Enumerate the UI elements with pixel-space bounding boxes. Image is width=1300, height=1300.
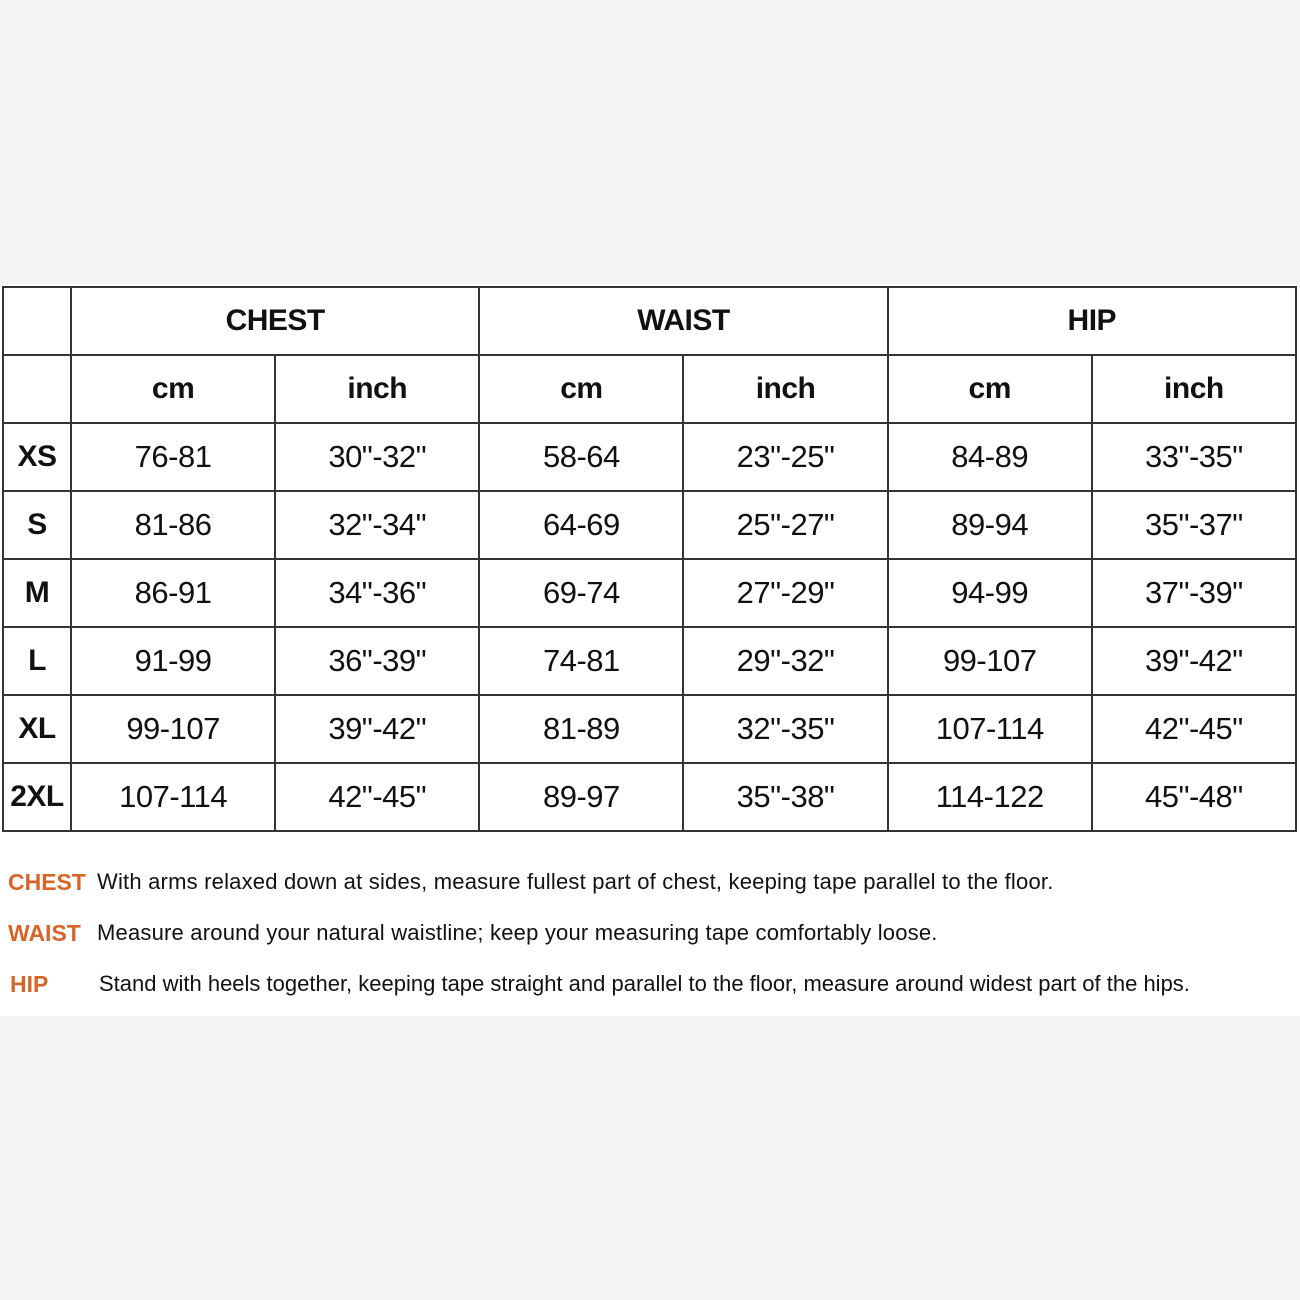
unit-header: inch	[1092, 355, 1296, 423]
measurement-cell: 107-114	[888, 695, 1092, 763]
measurement-cell: 76-81	[71, 423, 275, 491]
table-row	[3, 559, 1296, 627]
measurement-cell: 86-91	[71, 559, 275, 627]
measurement-cell: 69-74	[479, 559, 683, 627]
note-key: CHEST	[8, 869, 86, 895]
measurement-cell: 33"-35"	[1092, 423, 1296, 491]
measurement-cell: 84-89	[888, 423, 1092, 491]
measurement-cell: 74-81	[479, 627, 683, 695]
note-chest	[0, 869, 1300, 909]
measurement-cell: 64-69	[479, 491, 683, 559]
size-chart	[0, 284, 1300, 1016]
measurement-cell: 99-107	[888, 627, 1092, 695]
measurement-cell: 42"-45"	[275, 763, 479, 831]
measurement-cell: 107-114	[71, 763, 275, 831]
note-hip	[0, 971, 1300, 1011]
unit-header: inch	[683, 355, 887, 423]
table-row	[3, 695, 1296, 763]
measurement-cell: 39"-42"	[1092, 627, 1296, 695]
measurement-cell: 29"-32"	[683, 627, 887, 695]
measurement-cell: 32"-35"	[683, 695, 887, 763]
note-text: Measure around your natural waistline; keep your measuring tape comfortably loose.	[97, 920, 938, 945]
measurement-cell: 58-64	[479, 423, 683, 491]
measurement-cell: 39"-42"	[275, 695, 479, 763]
table-row	[3, 491, 1296, 559]
note-waist	[0, 920, 1300, 960]
unit-header-row	[3, 355, 1296, 423]
measurement-cell: 81-89	[479, 695, 683, 763]
table-row	[3, 763, 1296, 831]
corner-cell	[3, 287, 71, 355]
measurement-cell: 35"-38"	[683, 763, 887, 831]
measurement-cell: 91-99	[71, 627, 275, 695]
measurement-cell: 45"-48"	[1092, 763, 1296, 831]
size-label: XS	[3, 423, 71, 491]
measurement-cell: 99-107	[71, 695, 275, 763]
note-text: Stand with heels together, keeping tape straight and parallel to the floor, measure around widest part of the hips.	[99, 971, 1190, 996]
size-label: XL	[3, 695, 71, 763]
measurement-cell: 27"-29"	[683, 559, 887, 627]
group-header-row	[3, 287, 1296, 355]
unit-header: cm	[888, 355, 1092, 423]
note-key: WAIST	[8, 920, 81, 946]
size-label: M	[3, 559, 71, 627]
measurement-cell: 30"-32"	[275, 423, 479, 491]
note-key: HIP	[10, 971, 49, 997]
group-header-chest: CHEST	[71, 287, 479, 355]
measurement-cell: 94-99	[888, 559, 1092, 627]
measurement-cell: 81-86	[71, 491, 275, 559]
group-header-waist: WAIST	[479, 287, 887, 355]
measurement-cell: 25"-27"	[683, 491, 887, 559]
unit-header: inch	[275, 355, 479, 423]
measurement-cell: 89-97	[479, 763, 683, 831]
note-text: With arms relaxed down at sides, measure fullest part of chest, keeping tape parallel to the floor.	[97, 869, 1054, 894]
corner-cell	[3, 355, 71, 423]
measurement-cell: 114-122	[888, 763, 1092, 831]
measurement-cell: 34"-36"	[275, 559, 479, 627]
size-label: L	[3, 627, 71, 695]
size-label: S	[3, 491, 71, 559]
unit-header: cm	[479, 355, 683, 423]
table-row	[3, 627, 1296, 695]
size-label: 2XL	[3, 763, 71, 831]
measurement-cell: 42"-45"	[1092, 695, 1296, 763]
measurement-cell: 89-94	[888, 491, 1092, 559]
unit-header: cm	[71, 355, 275, 423]
table-row	[3, 423, 1296, 491]
size-table	[2, 286, 1297, 832]
measurement-cell: 36"-39"	[275, 627, 479, 695]
measurement-cell: 35"-37"	[1092, 491, 1296, 559]
group-header-hip: HIP	[888, 287, 1296, 355]
measurement-cell: 32"-34"	[275, 491, 479, 559]
measurement-cell: 37"-39"	[1092, 559, 1296, 627]
measurement-cell: 23"-25"	[683, 423, 887, 491]
